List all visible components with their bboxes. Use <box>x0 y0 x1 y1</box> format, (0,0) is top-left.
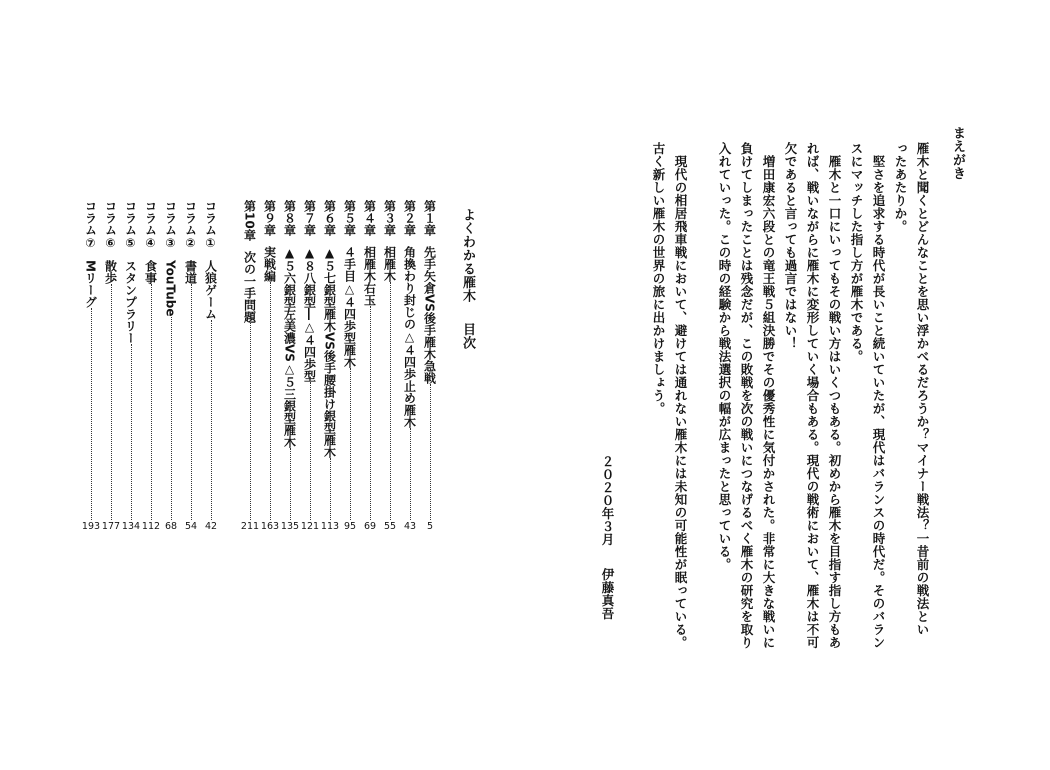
chapter-number: 第１章 <box>422 200 437 236</box>
preface-line: 欠であると言っても過言ではない！ <box>783 142 798 350</box>
leader-dots <box>430 384 431 520</box>
column-title: Mリーグ <box>83 260 98 308</box>
chapter-title: 次の一手問題 <box>242 250 257 323</box>
chapter-number: 第９章 <box>262 200 277 236</box>
page-number-chapter-7: 121 <box>300 521 320 532</box>
preface-title: まえがき <box>950 126 965 180</box>
leader-dots <box>390 282 391 520</box>
toc-entry-chapter-3[interactable] <box>381 200 399 520</box>
toc-entry-column-2[interactable] <box>182 200 200 520</box>
chapter-number: 第５章 <box>342 200 357 236</box>
column-title: YouTube <box>163 260 178 317</box>
preface-line: 堅さを追求する時代が長いこと続いていたが、現代はバランスの時代だ。そのバラン <box>871 155 886 649</box>
toc-entry-column-4[interactable] <box>142 200 160 520</box>
column-title: 食事 <box>143 260 158 284</box>
toc-entry-chapter-7[interactable] <box>301 200 319 520</box>
column-title: 書道 <box>183 260 198 284</box>
page-number-chapter-3: 55 <box>383 521 397 532</box>
leader-dots <box>191 284 192 520</box>
page-number-chapter-8: 135 <box>280 521 300 532</box>
column-title: 人狼ゲーム <box>203 260 218 320</box>
leader-dots <box>211 320 212 520</box>
toc-entry-column-6[interactable] <box>102 200 120 520</box>
page-number-chapter-10: 211 <box>240 521 260 532</box>
leader-dots <box>91 308 92 520</box>
page-number-column-7: 193 <box>81 521 101 532</box>
toc-entry-chapter-10[interactable] <box>241 200 259 520</box>
chapter-number: 第７章 <box>302 200 317 236</box>
preface-date: ２０２０年３月 <box>600 455 615 546</box>
leader-dots <box>310 382 311 520</box>
toc-title-suffix: 目次 <box>460 322 475 350</box>
chapter-number: 第４章 <box>362 200 377 236</box>
column-number: コラム⑥ <box>103 200 118 250</box>
chapter-title: ▲５七銀型雁木VS後手腰掛け銀型雁木 <box>322 246 337 458</box>
page-number-column-6: 177 <box>101 521 121 532</box>
page-number-chapter-9: 163 <box>260 521 280 532</box>
leader-dots <box>350 368 351 520</box>
page-number-chapter-4: 69 <box>363 521 377 532</box>
leader-dots <box>330 458 331 520</box>
preface-signature <box>598 455 616 620</box>
toc-title <box>458 208 477 350</box>
preface-line: 雁木と聞くとどんなことを思い浮かべるだろうか？マイナー戦法？一昔前の戦法とい <box>915 142 930 636</box>
column-number: コラム③ <box>163 200 178 250</box>
chapter-title: 実戦編 <box>262 246 277 282</box>
preface-line: スにマッチした指し方が雁木である。 <box>849 142 864 363</box>
column-number: コラム⑤ <box>123 200 138 250</box>
chapter-number: 第８章 <box>282 200 297 236</box>
chapter-number: 第２章 <box>402 200 417 236</box>
leader-dots <box>250 323 251 520</box>
chapter-title: 先手矢倉VS後手雁木急戦 <box>422 246 437 384</box>
toc-entry-chapter-4[interactable] <box>361 200 379 520</box>
leader-dots <box>131 344 132 520</box>
toc-entry-column-5[interactable] <box>122 200 140 520</box>
column-title: 散歩 <box>103 260 118 284</box>
page-number-column-2: 54 <box>184 521 198 532</box>
page-number-column-3: 68 <box>164 521 178 532</box>
leader-dots <box>290 448 291 520</box>
page-number-chapter-5: 95 <box>343 521 357 532</box>
chapter-number: 第３章 <box>382 200 397 236</box>
chapter-title: ▲８八銀型―△４四歩型 <box>302 246 317 382</box>
preface-author: 伊藤真吾 <box>600 568 615 620</box>
preface-line: 雁木と一口にいってもその戦い方はいくつもある。初めから雁木を目指す指し方もあ <box>827 155 842 649</box>
toc-entry-chapter-6[interactable] <box>321 200 339 520</box>
preface-line: 増田康宏六段との竜王戦５組決勝でその優秀性に気付かされた。非常に大きな戦いに <box>761 155 776 649</box>
preface-line: 入れていった。この時の経験から戦法選択の幅が広まったと思っている。 <box>717 142 732 571</box>
chapter-number: 第６章 <box>322 200 337 236</box>
chapter-number: 第10章 <box>242 200 257 241</box>
toc-entry-column-7[interactable] <box>82 200 100 520</box>
preface-line: 負けてしまったことは残念だが、この敗戦を次の戦いにつなげるべく雁木の研究を取り <box>739 142 754 649</box>
toc-title-text: よくわかる雁木 <box>460 208 475 303</box>
leader-dots <box>410 428 411 520</box>
column-number: コラム① <box>203 200 218 250</box>
toc-entry-chapter-9[interactable] <box>261 200 279 520</box>
page-number-column-4: 112 <box>141 521 161 532</box>
preface-line: れば、戦いながらに雁木に変形していく場合もある。現代の戦術において、雁木は不可 <box>805 142 820 649</box>
leader-dots <box>111 284 112 520</box>
column-number: コラム② <box>183 200 198 250</box>
page-number-chapter-6: 113 <box>320 521 340 532</box>
leader-dots <box>171 317 172 520</box>
toc-entry-chapter-2[interactable] <box>401 200 419 520</box>
preface-line: 古く新しい雁木の世界の旅に出かけましょう。 <box>651 142 666 415</box>
column-number: コラム④ <box>143 200 158 250</box>
toc-entry-chapter-5[interactable] <box>341 200 359 520</box>
chapter-title: ４手目△４四歩型雁木 <box>342 246 357 368</box>
toc-entry-column-3[interactable] <box>162 200 180 520</box>
chapter-title: 相雁木 <box>382 246 397 282</box>
preface-line: 現代の相居飛車戦において、避けては通れない雁木には未知の可能性が眠っている。 <box>673 155 688 649</box>
page-number-column-1: 42 <box>204 521 218 532</box>
toc-entry-column-1[interactable] <box>202 200 220 520</box>
leader-dots <box>370 306 371 520</box>
chapter-title: 相雁木右玉 <box>362 246 377 306</box>
page-number-chapter-1: 5 <box>426 521 434 532</box>
column-number: コラム⑦ <box>83 200 98 250</box>
toc-entry-chapter-8[interactable] <box>281 200 299 520</box>
toc-entry-chapter-1[interactable] <box>421 200 439 520</box>
preface-line: ったあたりか。 <box>893 142 908 233</box>
leader-dots <box>151 284 152 520</box>
leader-dots <box>270 282 271 520</box>
chapter-title: ▲５六銀型左美濃VS△５三銀型雁木 <box>282 246 297 448</box>
page-number-column-5: 134 <box>121 521 141 532</box>
page-number-chapter-2: 43 <box>403 521 417 532</box>
column-title: スタンプラリー <box>123 260 138 344</box>
chapter-title: 角換わり封じの△４四歩止め雁木 <box>402 246 417 428</box>
